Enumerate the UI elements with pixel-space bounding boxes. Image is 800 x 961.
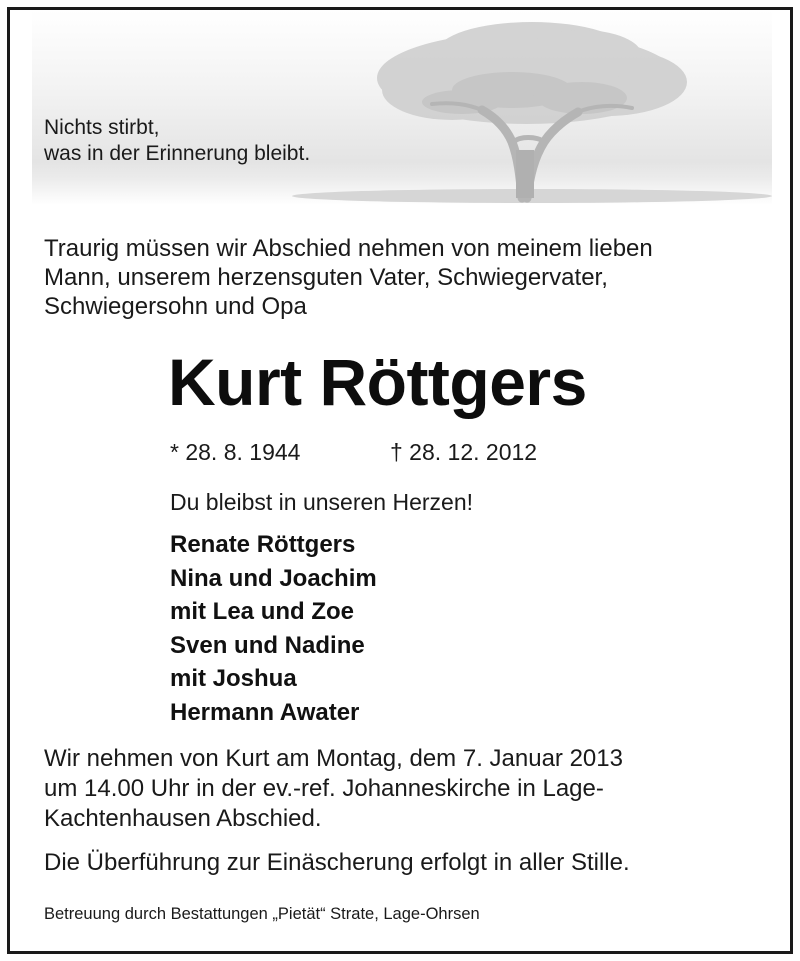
motto-line: was in der Erinnerung bleibt. xyxy=(44,142,311,165)
mourner: Renate Röttgers xyxy=(170,531,356,558)
intro-text xyxy=(44,234,764,321)
deceased-name: Kurt Röttgers xyxy=(168,345,587,419)
death-date: † 28. 12. 2012 xyxy=(390,439,538,465)
intro-line: Mann, unserem herzensguten Vater, Schwiegervater, xyxy=(44,264,608,291)
intro-line: Schwiegersohn und Opa xyxy=(44,293,307,320)
service-line: um 14.00 Uhr in der ev.-ref. Johanneskirche in Lage- xyxy=(44,775,604,802)
motto-line: Nichts stirbt, xyxy=(44,116,160,139)
motto xyxy=(44,115,310,167)
mourners-list xyxy=(170,528,377,729)
service-info xyxy=(44,744,764,834)
obituary-frame xyxy=(7,7,793,954)
tree-icon xyxy=(282,10,772,205)
mourner: Nina und Joachim xyxy=(170,564,377,592)
funeral-home-credit: Betreuung durch Bestattungen „Pietät“ Strate, Lage-Ohrsen xyxy=(44,905,480,923)
service-line: Kachtenhausen Abschied. xyxy=(44,805,322,832)
farewell-line: Du bleibst in unseren Herzen! xyxy=(170,489,473,515)
service-line: Wir nehmen von Kurt am Montag, dem 7. Januar 2013 xyxy=(44,745,623,772)
intro-line: Traurig müssen wir Abschied nehmen von meinem lieben xyxy=(44,235,653,262)
transfer-note: Die Überführung zur Einäscherung erfolgt in aller Stille. xyxy=(44,849,630,876)
mourner: Sven und Nadine xyxy=(170,631,365,659)
mourner: Hermann Awater xyxy=(170,698,360,726)
birth-date: * 28. 8. 1944 xyxy=(170,439,301,465)
life-dates xyxy=(170,438,538,466)
mourner: mit Joshua xyxy=(170,665,297,692)
header-image xyxy=(32,10,772,205)
mourner: mit Lea und Zoe xyxy=(170,598,355,625)
